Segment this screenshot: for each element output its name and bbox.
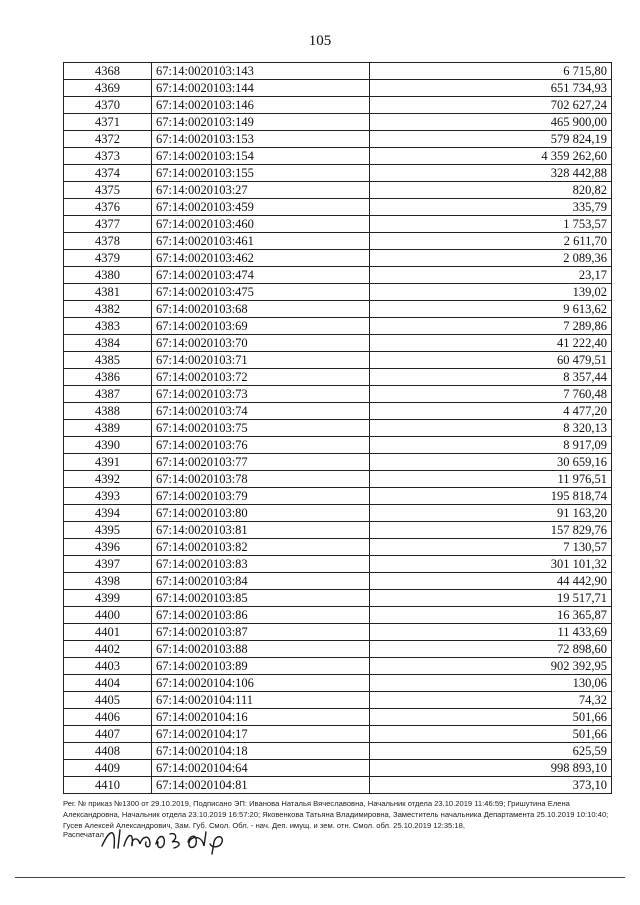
row-number: 4379 [64, 250, 152, 267]
cadastral-value: 157 829,76 [370, 522, 612, 539]
row-number: 4401 [64, 624, 152, 641]
table-row [64, 216, 612, 233]
row-number: 4392 [64, 471, 152, 488]
table-row [64, 590, 612, 607]
cadastral-number: 67:14:0020103:459 [152, 199, 370, 216]
cadastral-value: 328 442,88 [370, 165, 612, 182]
cadastral-number: 67:14:0020103:474 [152, 267, 370, 284]
cadastral-number: 67:14:0020103:88 [152, 641, 370, 658]
table-row [64, 233, 612, 250]
cadastral-number: 67:14:0020103:460 [152, 216, 370, 233]
cadastral-value: 625,59 [370, 743, 612, 760]
cadastral-value: 60 479,51 [370, 352, 612, 369]
row-number: 4403 [64, 658, 152, 675]
cadastral-value: 11 976,51 [370, 471, 612, 488]
cadastral-value: 195 818,74 [370, 488, 612, 505]
table-row [64, 250, 612, 267]
row-number: 4400 [64, 607, 152, 624]
row-number: 4373 [64, 148, 152, 165]
cadastral-number: 67:14:0020103:86 [152, 607, 370, 624]
cadastral-value: 4 359 262,60 [370, 148, 612, 165]
cadastral-number: 67:14:0020103:27 [152, 182, 370, 199]
cadastral-number: 67:14:0020103:75 [152, 420, 370, 437]
cadastral-number: 67:14:0020103:82 [152, 539, 370, 556]
row-number: 4378 [64, 233, 152, 250]
row-number: 4410 [64, 777, 152, 794]
table-row [64, 284, 612, 301]
row-number: 4383 [64, 318, 152, 335]
table-row [64, 165, 612, 182]
row-number: 4409 [64, 760, 152, 777]
cadastral-value: 4 477,20 [370, 403, 612, 420]
cadastral-number: 67:14:0020103:143 [152, 63, 370, 80]
row-number: 4396 [64, 539, 152, 556]
cadastral-number: 67:14:0020103:70 [152, 335, 370, 352]
cadastral-number: 67:14:0020104:111 [152, 692, 370, 709]
table-row [64, 420, 612, 437]
cadastral-number: 67:14:0020104:16 [152, 709, 370, 726]
table-row [64, 658, 612, 675]
cadastral-value: 8 917,09 [370, 437, 612, 454]
cadastral-value: 72 898,60 [370, 641, 612, 658]
table-row [64, 369, 612, 386]
table-row [64, 437, 612, 454]
cadastral-number: 67:14:0020103:76 [152, 437, 370, 454]
cadastral-value: 130,06 [370, 675, 612, 692]
cadastral-value: 7 289,86 [370, 318, 612, 335]
row-number: 4381 [64, 284, 152, 301]
cadastral-number: 67:14:0020103:77 [152, 454, 370, 471]
table-row [64, 607, 612, 624]
row-number: 4387 [64, 386, 152, 403]
table-row [64, 641, 612, 658]
cadastral-number: 67:14:0020104:64 [152, 760, 370, 777]
cadastral-value: 23,17 [370, 267, 612, 284]
cadastral-value: 820,82 [370, 182, 612, 199]
table-row [64, 301, 612, 318]
handwritten-signature [98, 818, 238, 858]
cadastral-number: 67:14:0020103:81 [152, 522, 370, 539]
cadastral-number: 67:14:0020103:85 [152, 590, 370, 607]
row-number: 4399 [64, 590, 152, 607]
table-row [64, 522, 612, 539]
table-row [64, 97, 612, 114]
cadastral-number: 67:14:0020103:154 [152, 148, 370, 165]
cadastral-number: 67:14:0020104:18 [152, 743, 370, 760]
row-number: 4385 [64, 352, 152, 369]
cadastral-number: 67:14:0020103:475 [152, 284, 370, 301]
cadastral-value: 41 222,40 [370, 335, 612, 352]
row-number: 4408 [64, 743, 152, 760]
row-number: 4382 [64, 301, 152, 318]
cadastral-number: 67:14:0020103:87 [152, 624, 370, 641]
row-number: 4407 [64, 726, 152, 743]
table-row [64, 352, 612, 369]
row-number: 4391 [64, 454, 152, 471]
cadastral-number: 67:14:0020104:17 [152, 726, 370, 743]
cadastral-value: 501,66 [370, 709, 612, 726]
page-number: 105 [308, 33, 332, 49]
cadastral-number: 67:14:0020103:74 [152, 403, 370, 420]
table-row [64, 726, 612, 743]
cadastral-number: 67:14:0020103:80 [152, 505, 370, 522]
table-row [64, 63, 612, 80]
row-number: 4404 [64, 675, 152, 692]
row-number: 4390 [64, 437, 152, 454]
cadastral-number: 67:14:0020103:73 [152, 386, 370, 403]
cadastral-number: 67:14:0020103:84 [152, 573, 370, 590]
cadastral-number: 67:14:0020103:146 [152, 97, 370, 114]
table-row [64, 199, 612, 216]
row-number: 4395 [64, 522, 152, 539]
cadastral-number: 67:14:0020103:461 [152, 233, 370, 250]
row-number: 4375 [64, 182, 152, 199]
row-number: 4394 [64, 505, 152, 522]
cadastral-number: 67:14:0020103:149 [152, 114, 370, 131]
cadastral-value: 373,10 [370, 777, 612, 794]
cadastral-number: 67:14:0020104:81 [152, 777, 370, 794]
table-body [64, 63, 612, 794]
table-row [64, 403, 612, 420]
cadastral-value: 11 433,69 [370, 624, 612, 641]
cadastral-value: 702 627,24 [370, 97, 612, 114]
cadastral-value: 44 442,90 [370, 573, 612, 590]
row-number: 4371 [64, 114, 152, 131]
cadastral-value: 74,32 [370, 692, 612, 709]
row-number: 4406 [64, 709, 152, 726]
row-number: 4389 [64, 420, 152, 437]
table-row [64, 318, 612, 335]
cadastral-number: 67:14:0020103:155 [152, 165, 370, 182]
cadastral-value: 16 365,87 [370, 607, 612, 624]
table-row [64, 114, 612, 131]
table-row [64, 182, 612, 199]
cadastral-number: 67:14:0020104:106 [152, 675, 370, 692]
table-row [64, 692, 612, 709]
cadastral-number: 67:14:0020103:78 [152, 471, 370, 488]
cadastral-value: 8 357,44 [370, 369, 612, 386]
cadastral-number: 67:14:0020103:69 [152, 318, 370, 335]
table-row [64, 573, 612, 590]
cadastral-number: 67:14:0020103:144 [152, 80, 370, 97]
cadastral-value: 2 089,36 [370, 250, 612, 267]
cadastral-number: 67:14:0020103:72 [152, 369, 370, 386]
cadastral-value: 1 753,57 [370, 216, 612, 233]
table-row [64, 505, 612, 522]
cadastral-value: 139,02 [370, 284, 612, 301]
cadastral-number: 67:14:0020103:462 [152, 250, 370, 267]
cadastral-value: 7 760,48 [370, 386, 612, 403]
table-row [64, 386, 612, 403]
table-row [64, 471, 612, 488]
bottom-rule [15, 877, 625, 878]
cadastral-number: 67:14:0020103:153 [152, 131, 370, 148]
cadastral-value: 998 893,10 [370, 760, 612, 777]
cadastral-value: 301 101,32 [370, 556, 612, 573]
row-number: 4398 [64, 573, 152, 590]
cadastral-value: 30 659,16 [370, 454, 612, 471]
printed-by-label: Распечатал [63, 830, 104, 839]
cadastral-value: 902 392,95 [370, 658, 612, 675]
row-number: 4377 [64, 216, 152, 233]
row-number: 4384 [64, 335, 152, 352]
row-number: 4380 [64, 267, 152, 284]
row-number: 4402 [64, 641, 152, 658]
cadastral-value: 8 320,13 [370, 420, 612, 437]
table-row [64, 675, 612, 692]
cadastral-value: 579 824,19 [370, 131, 612, 148]
table-row [64, 624, 612, 641]
row-number: 4393 [64, 488, 152, 505]
cadastral-number: 67:14:0020103:68 [152, 301, 370, 318]
cadastral-number: 67:14:0020103:71 [152, 352, 370, 369]
cadastral-value: 465 900,00 [370, 114, 612, 131]
row-number: 4376 [64, 199, 152, 216]
cadastral-value: 91 163,20 [370, 505, 612, 522]
table-row [64, 454, 612, 471]
table-row [64, 709, 612, 726]
row-number: 4405 [64, 692, 152, 709]
row-number: 4370 [64, 97, 152, 114]
cadastral-number: 67:14:0020103:79 [152, 488, 370, 505]
table-row [64, 335, 612, 352]
table-row [64, 539, 612, 556]
table-row [64, 148, 612, 165]
cadastral-value: 6 715,80 [370, 63, 612, 80]
row-number: 4397 [64, 556, 152, 573]
cadastral-value: 19 517,71 [370, 590, 612, 607]
table-row [64, 80, 612, 97]
row-number: 4368 [64, 63, 152, 80]
cadastral-number: 67:14:0020103:89 [152, 658, 370, 675]
row-number: 4372 [64, 131, 152, 148]
row-number: 4386 [64, 369, 152, 386]
cadastral-number: 67:14:0020103:83 [152, 556, 370, 573]
land-plots-table [63, 62, 612, 794]
table-row [64, 556, 612, 573]
row-number: 4369 [64, 80, 152, 97]
table-row [64, 131, 612, 148]
cadastral-value: 2 611,70 [370, 233, 612, 250]
table-row [64, 777, 612, 794]
table-row [64, 760, 612, 777]
signature-registration-note: Рег. № приказ №1300 от 29.10.2019, Подписано ЭП: Иванова Наталья Вячеславовна, Начальник отдела 23.10.2019 11:46:59; Гришутина Елена Александровна, Начальник отдела 23.10.2019 16:57:20; Яковенкова Татьяна Владимировна, Заместитель начальника Департамента 25.10.2019 10:10:40; Гусев Алексей Александрович, Зам. Губ. Смол. Обл. - нач. Деп. имущ. и зем. отн. Смол. обл. 25.10.2019 12:35:18, [63, 799, 609, 830]
cadastral-value: 335,79 [370, 199, 612, 216]
table-row [64, 267, 612, 284]
cadastral-value: 651 734,93 [370, 80, 612, 97]
row-number: 4374 [64, 165, 152, 182]
table-row [64, 488, 612, 505]
table-row [64, 743, 612, 760]
cadastral-value: 7 130,57 [370, 539, 612, 556]
cadastral-value: 9 613,62 [370, 301, 612, 318]
cadastral-value: 501,66 [370, 726, 612, 743]
row-number: 4388 [64, 403, 152, 420]
